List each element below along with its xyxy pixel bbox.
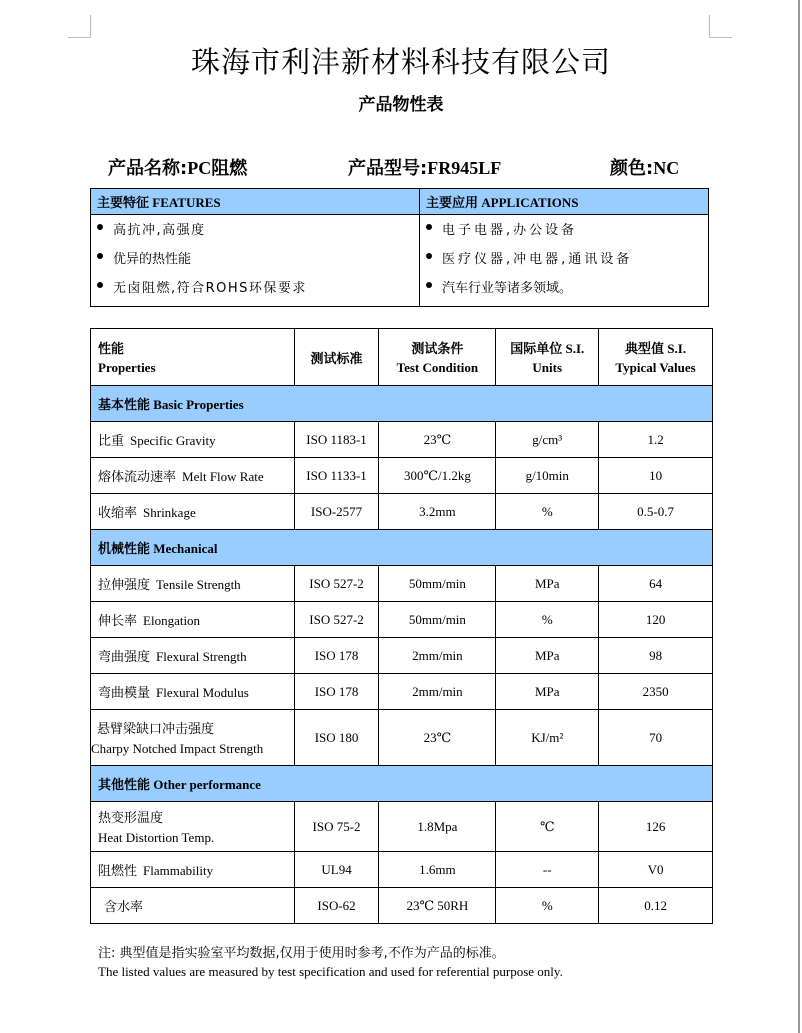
features-list bbox=[91, 215, 420, 307]
bullet-icon bbox=[426, 253, 432, 259]
table-row bbox=[91, 802, 713, 852]
typical-value: 120 bbox=[599, 602, 713, 638]
application-item: 医疗仪器,冲电器,通讯设备 bbox=[426, 248, 702, 277]
unit: % bbox=[496, 602, 599, 638]
note-chinese: 注: 典型值是指实验室平均数据,仅用于使用时参考,不作为产品的标准。 bbox=[98, 946, 505, 961]
unit: MPa bbox=[496, 566, 599, 602]
unit: % bbox=[496, 888, 599, 924]
test-condition: 50mm/min bbox=[379, 566, 496, 602]
section-header-row bbox=[91, 530, 713, 566]
table-row bbox=[91, 422, 713, 458]
features-header: 主要特征 FEATURES bbox=[91, 189, 420, 215]
header-test-condition: 测试条件 Test Condition bbox=[379, 329, 496, 386]
table-row bbox=[91, 852, 713, 888]
typical-value: 0.5-0.7 bbox=[599, 494, 713, 530]
bullet-icon bbox=[426, 224, 432, 230]
bullet-icon bbox=[97, 224, 103, 230]
typical-value: 64 bbox=[599, 566, 713, 602]
product-color bbox=[610, 154, 679, 180]
unit: ℃ bbox=[496, 802, 599, 852]
test-standard: ISO-62 bbox=[294, 888, 379, 924]
table-row bbox=[91, 674, 713, 710]
feature-item: 无卤阻燃,符合ROHS环保要求 bbox=[97, 277, 413, 306]
header-test-standard: 测试标准 bbox=[294, 329, 379, 386]
unit: % bbox=[496, 494, 599, 530]
property-name: 弯曲模量 Flexural Modulus bbox=[91, 674, 295, 710]
section-title: 其他性能 Other performance bbox=[91, 766, 713, 802]
table-row bbox=[91, 566, 713, 602]
property-name: 收缩率 Shrinkage bbox=[91, 494, 295, 530]
property-name: 比重 Specific Gravity bbox=[91, 422, 295, 458]
unit: g/10min bbox=[496, 458, 599, 494]
test-standard: ISO 178 bbox=[294, 638, 379, 674]
unit: MPa bbox=[496, 674, 599, 710]
test-condition: 23℃ bbox=[379, 710, 496, 766]
typical-value: 2350 bbox=[599, 674, 713, 710]
features-applications-table bbox=[90, 188, 709, 307]
product-name-label: 产品名称: bbox=[108, 158, 188, 179]
table-row bbox=[91, 710, 713, 766]
property-name: 伸长率 Elongation bbox=[91, 602, 295, 638]
test-standard: ISO 1133-1 bbox=[294, 458, 379, 494]
product-model-label: 产品型号: bbox=[348, 158, 428, 179]
typical-value: 0.12 bbox=[599, 888, 713, 924]
typical-value: 10 bbox=[599, 458, 713, 494]
header-properties: 性能 Properties bbox=[91, 329, 295, 386]
property-name: 阻燃性 Flammability bbox=[91, 852, 295, 888]
test-condition: 23℃ bbox=[379, 422, 496, 458]
product-name bbox=[108, 154, 247, 180]
bullet-icon bbox=[97, 253, 103, 259]
table-row bbox=[91, 638, 713, 674]
typical-value: 70 bbox=[599, 710, 713, 766]
document-title: 产品物性表 bbox=[358, 95, 444, 115]
test-condition: 23℃ 50RH bbox=[379, 888, 496, 924]
test-condition: 50mm/min bbox=[379, 602, 496, 638]
test-standard: ISO 527-2 bbox=[294, 566, 379, 602]
section-header-row bbox=[91, 766, 713, 802]
test-condition: 2mm/min bbox=[379, 638, 496, 674]
property-name: 热变形温度 Heat Distortion Temp. bbox=[91, 802, 295, 852]
typical-value: 98 bbox=[599, 638, 713, 674]
test-condition: 300℃/1.2kg bbox=[379, 458, 496, 494]
crop-mark-top-right bbox=[709, 15, 732, 38]
section-title: 基本性能 Basic Properties bbox=[91, 386, 713, 422]
section-title: 机械性能 Mechanical bbox=[91, 530, 713, 566]
property-name: 悬臂梁缺口冲击强度 Charpy Notched Impact Strength bbox=[91, 710, 295, 766]
property-name: 含水率 bbox=[91, 888, 295, 924]
test-standard: ISO 527-2 bbox=[294, 602, 379, 638]
table-header-row bbox=[91, 329, 713, 386]
test-standard: ISO 178 bbox=[294, 674, 379, 710]
table-row bbox=[91, 602, 713, 638]
application-item: 汽车行业等诸多领域。 bbox=[426, 277, 702, 306]
unit: KJ/m² bbox=[496, 710, 599, 766]
company-name: 珠海市利沣新材料科技有限公司 bbox=[190, 45, 611, 79]
product-name-value: PC阻燃 bbox=[187, 158, 248, 178]
property-name: 拉伸强度 Tensile Strength bbox=[91, 566, 295, 602]
page-edge bbox=[798, 0, 800, 1033]
product-color-value: NC bbox=[653, 158, 680, 178]
bullet-icon bbox=[97, 282, 103, 288]
table-row bbox=[91, 458, 713, 494]
test-condition: 3.2mm bbox=[379, 494, 496, 530]
feature-item: 优异的热性能 bbox=[97, 248, 413, 277]
table-row bbox=[91, 888, 713, 924]
table-row bbox=[91, 494, 713, 530]
header-units: 国际单位 S.I. Units bbox=[496, 329, 599, 386]
test-standard: ISO 1183-1 bbox=[294, 422, 379, 458]
test-standard: ISO 75-2 bbox=[294, 802, 379, 852]
product-model-value: FR945LF bbox=[427, 158, 502, 178]
applications-list bbox=[420, 215, 709, 307]
product-color-label: 颜色: bbox=[610, 158, 654, 179]
typical-value: V0 bbox=[599, 852, 713, 888]
note-english: The listed values are measured by test specification and used for referential purpose only. bbox=[98, 964, 563, 979]
test-condition: 1.6mm bbox=[379, 852, 496, 888]
unit: g/cm³ bbox=[496, 422, 599, 458]
test-condition: 1.8Mpa bbox=[379, 802, 496, 852]
test-standard: ISO 180 bbox=[294, 710, 379, 766]
application-item: 电子电器,办公设备 bbox=[426, 219, 702, 248]
section-header-row bbox=[91, 386, 713, 422]
property-name: 弯曲强度 Flexural Strength bbox=[91, 638, 295, 674]
test-standard: ISO-2577 bbox=[294, 494, 379, 530]
unit: MPa bbox=[496, 638, 599, 674]
crop-mark-top-left bbox=[68, 15, 91, 38]
properties-table bbox=[90, 328, 713, 924]
unit: -- bbox=[496, 852, 599, 888]
typical-value: 1.2 bbox=[599, 422, 713, 458]
test-condition: 2mm/min bbox=[379, 674, 496, 710]
bullet-icon bbox=[426, 282, 432, 288]
test-standard: UL94 bbox=[294, 852, 379, 888]
applications-header: 主要应用 APPLICATIONS bbox=[420, 189, 709, 215]
header-typical-values: 典型值 S.I. Typical Values bbox=[599, 329, 713, 386]
feature-item: 高抗冲,高强度 bbox=[97, 219, 413, 248]
property-name: 熔体流动速率 Melt Flow Rate bbox=[91, 458, 295, 494]
typical-value: 126 bbox=[599, 802, 713, 852]
product-model bbox=[348, 154, 501, 180]
